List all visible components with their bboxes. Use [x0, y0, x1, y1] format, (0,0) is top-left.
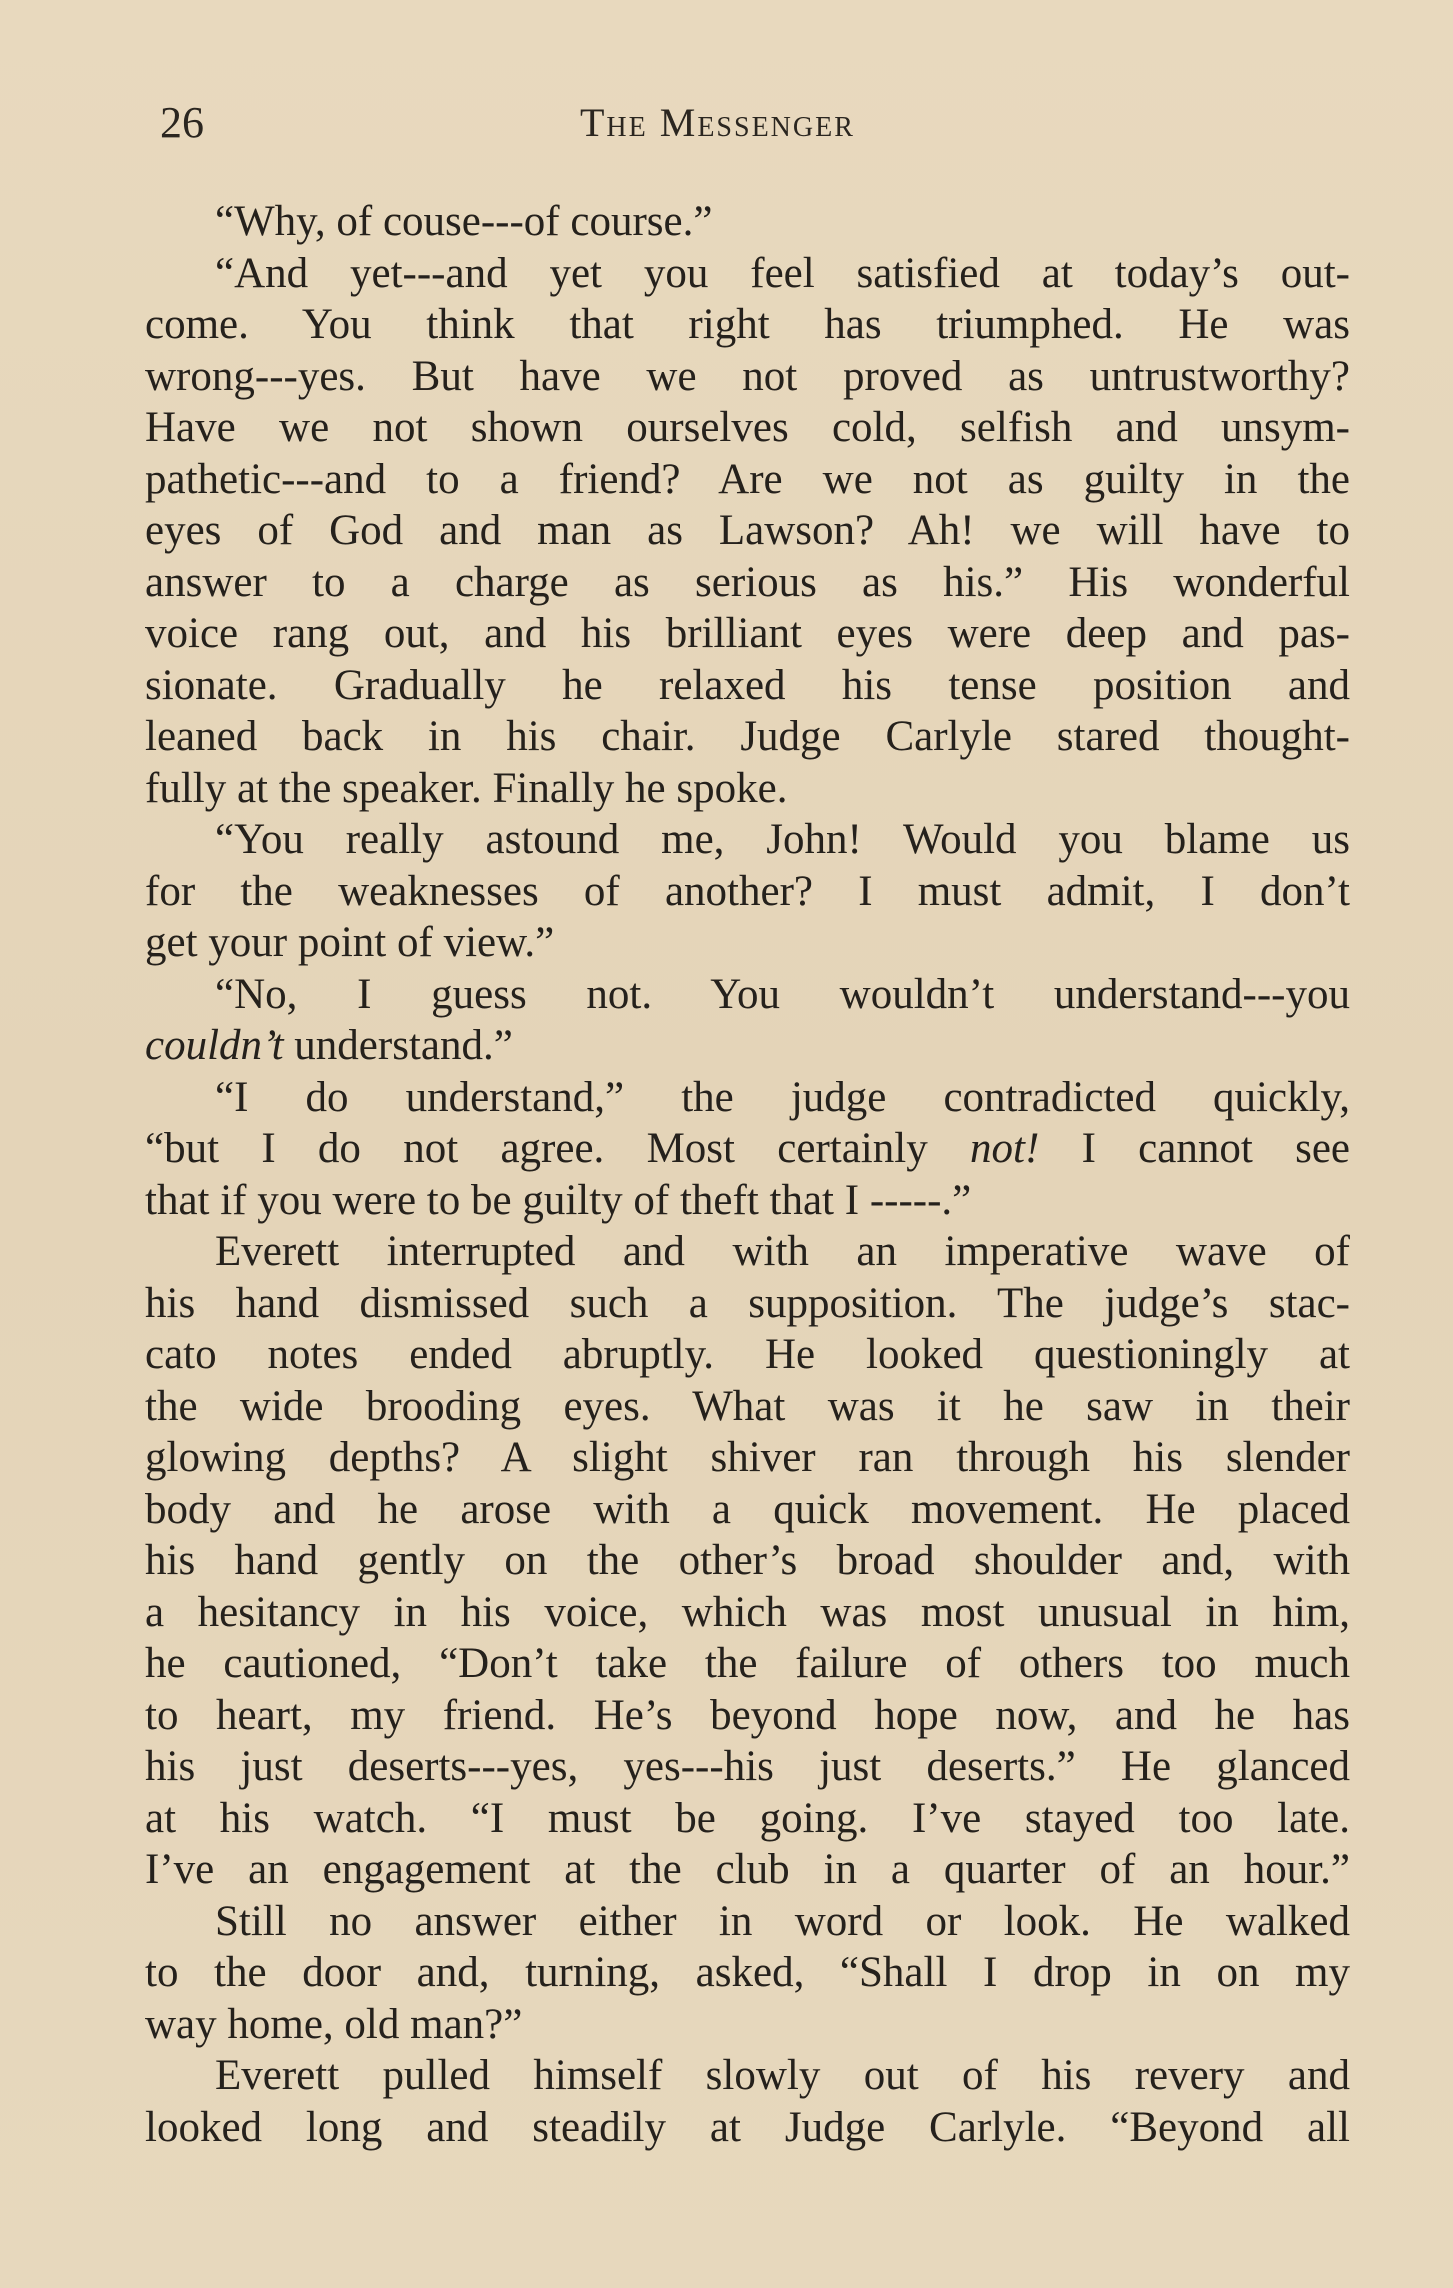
page-number: 26 — [160, 98, 204, 147]
running-title: The Messenger — [580, 100, 855, 145]
text-line: he cautioned, “Don’t take the failure of others too much — [145, 1640, 1350, 1687]
text-line: that if you were to be guilty of theft that I -----.” — [145, 1176, 972, 1224]
text-segment: understand.” — [283, 1022, 513, 1069]
text-line: his just deserts---yes, yes---his just deserts.” He glanced — [145, 1743, 1350, 1790]
text-line: eyes of God and man as Lawson? Ah! we will have to — [145, 507, 1350, 554]
text-line — [145, 1020, 1350, 1072]
text-line: “And yet---and yet you feel satisfied at today’s out- — [215, 249, 1350, 297]
text-line: “You really astound me, John! Would you blame us — [215, 816, 1350, 863]
text-line: sionate. Gradually he relaxed his tense position and — [145, 661, 1350, 709]
text-line: at his watch. “I must be going. I’ve stayed too late. — [145, 1794, 1350, 1842]
text-line: body and he arose with a quick movement. He placed — [145, 1485, 1350, 1533]
text-line: wrong---yes. But have we not proved as untrustworthy? — [145, 352, 1350, 400]
text-line — [145, 1123, 1350, 1175]
text-line: for the weaknesses of another? I must admit, I don’t — [145, 867, 1350, 915]
text-line: cato notes ended abruptly. He looked questioningly at — [145, 1331, 1350, 1378]
text-line: glowing depths? A slight shiver ran through his slender — [145, 1434, 1350, 1481]
text-segment: I cannot see — [1039, 1125, 1350, 1172]
text-line: come. You think that right has triumphed. He was — [145, 301, 1350, 348]
text-line: his hand dismissed such a supposition. The judge’s stac- — [145, 1279, 1350, 1327]
text-line: his hand gently on the other’s broad shoulder and, with — [145, 1537, 1350, 1584]
text-line: Still no answer either in word or look. He walked — [215, 1897, 1350, 1945]
text-line: to the door and, turning, asked, “Shall I drop in on my — [145, 1949, 1350, 1996]
text-line: pathetic---and to a friend? Are we not as guilty in the — [145, 455, 1350, 503]
text-line: fully at the speaker. Finally he spoke. — [145, 764, 788, 812]
text-line: answer to a charge as serious as his.” His wonderful — [145, 558, 1350, 606]
text-line: “No, I guess not. You wouldn’t understand---you — [215, 970, 1350, 1018]
text-line: “I do understand,” the judge contradicted quickly, — [215, 1073, 1350, 1121]
text-line: way home, old man?” — [145, 2000, 523, 2048]
text-line: I’ve an engagement at the club in a quarter of an hour.” — [145, 1846, 1350, 1893]
text-line: a hesitancy in his voice, which was most unusual in him, — [145, 1588, 1350, 1636]
italic-text: couldn’t — [145, 1022, 284, 1069]
text-line: looked long and steadily at Judge Carlyle. “Beyond all — [145, 2103, 1350, 2151]
text-line: leaned back in his chair. Judge Carlyle stared thought- — [145, 713, 1350, 760]
text-line: the wide brooding eyes. What was it he saw in their — [145, 1382, 1350, 1430]
text-line: Have we not shown ourselves cold, selfish and unsym- — [145, 404, 1350, 451]
text-segment: “but I do not agree. Most certainly — [145, 1125, 970, 1172]
text-line: voice rang out, and his brilliant eyes were deep and pas- — [145, 610, 1350, 657]
text-line: Everett pulled himself slowly out of his revery and — [215, 2052, 1350, 2099]
italic-text: not! — [970, 1125, 1040, 1172]
text-line: “Why, of couse---of course.” — [215, 198, 713, 245]
text-line: to heart, my friend. He’s beyond hope now, and he has — [145, 1691, 1350, 1739]
text-line: get your point of view.” — [145, 919, 555, 966]
running-head — [160, 88, 1310, 158]
body-text — [145, 196, 1350, 2153]
text-line: Everett interrupted and with an imperative wave of — [215, 1228, 1350, 1275]
